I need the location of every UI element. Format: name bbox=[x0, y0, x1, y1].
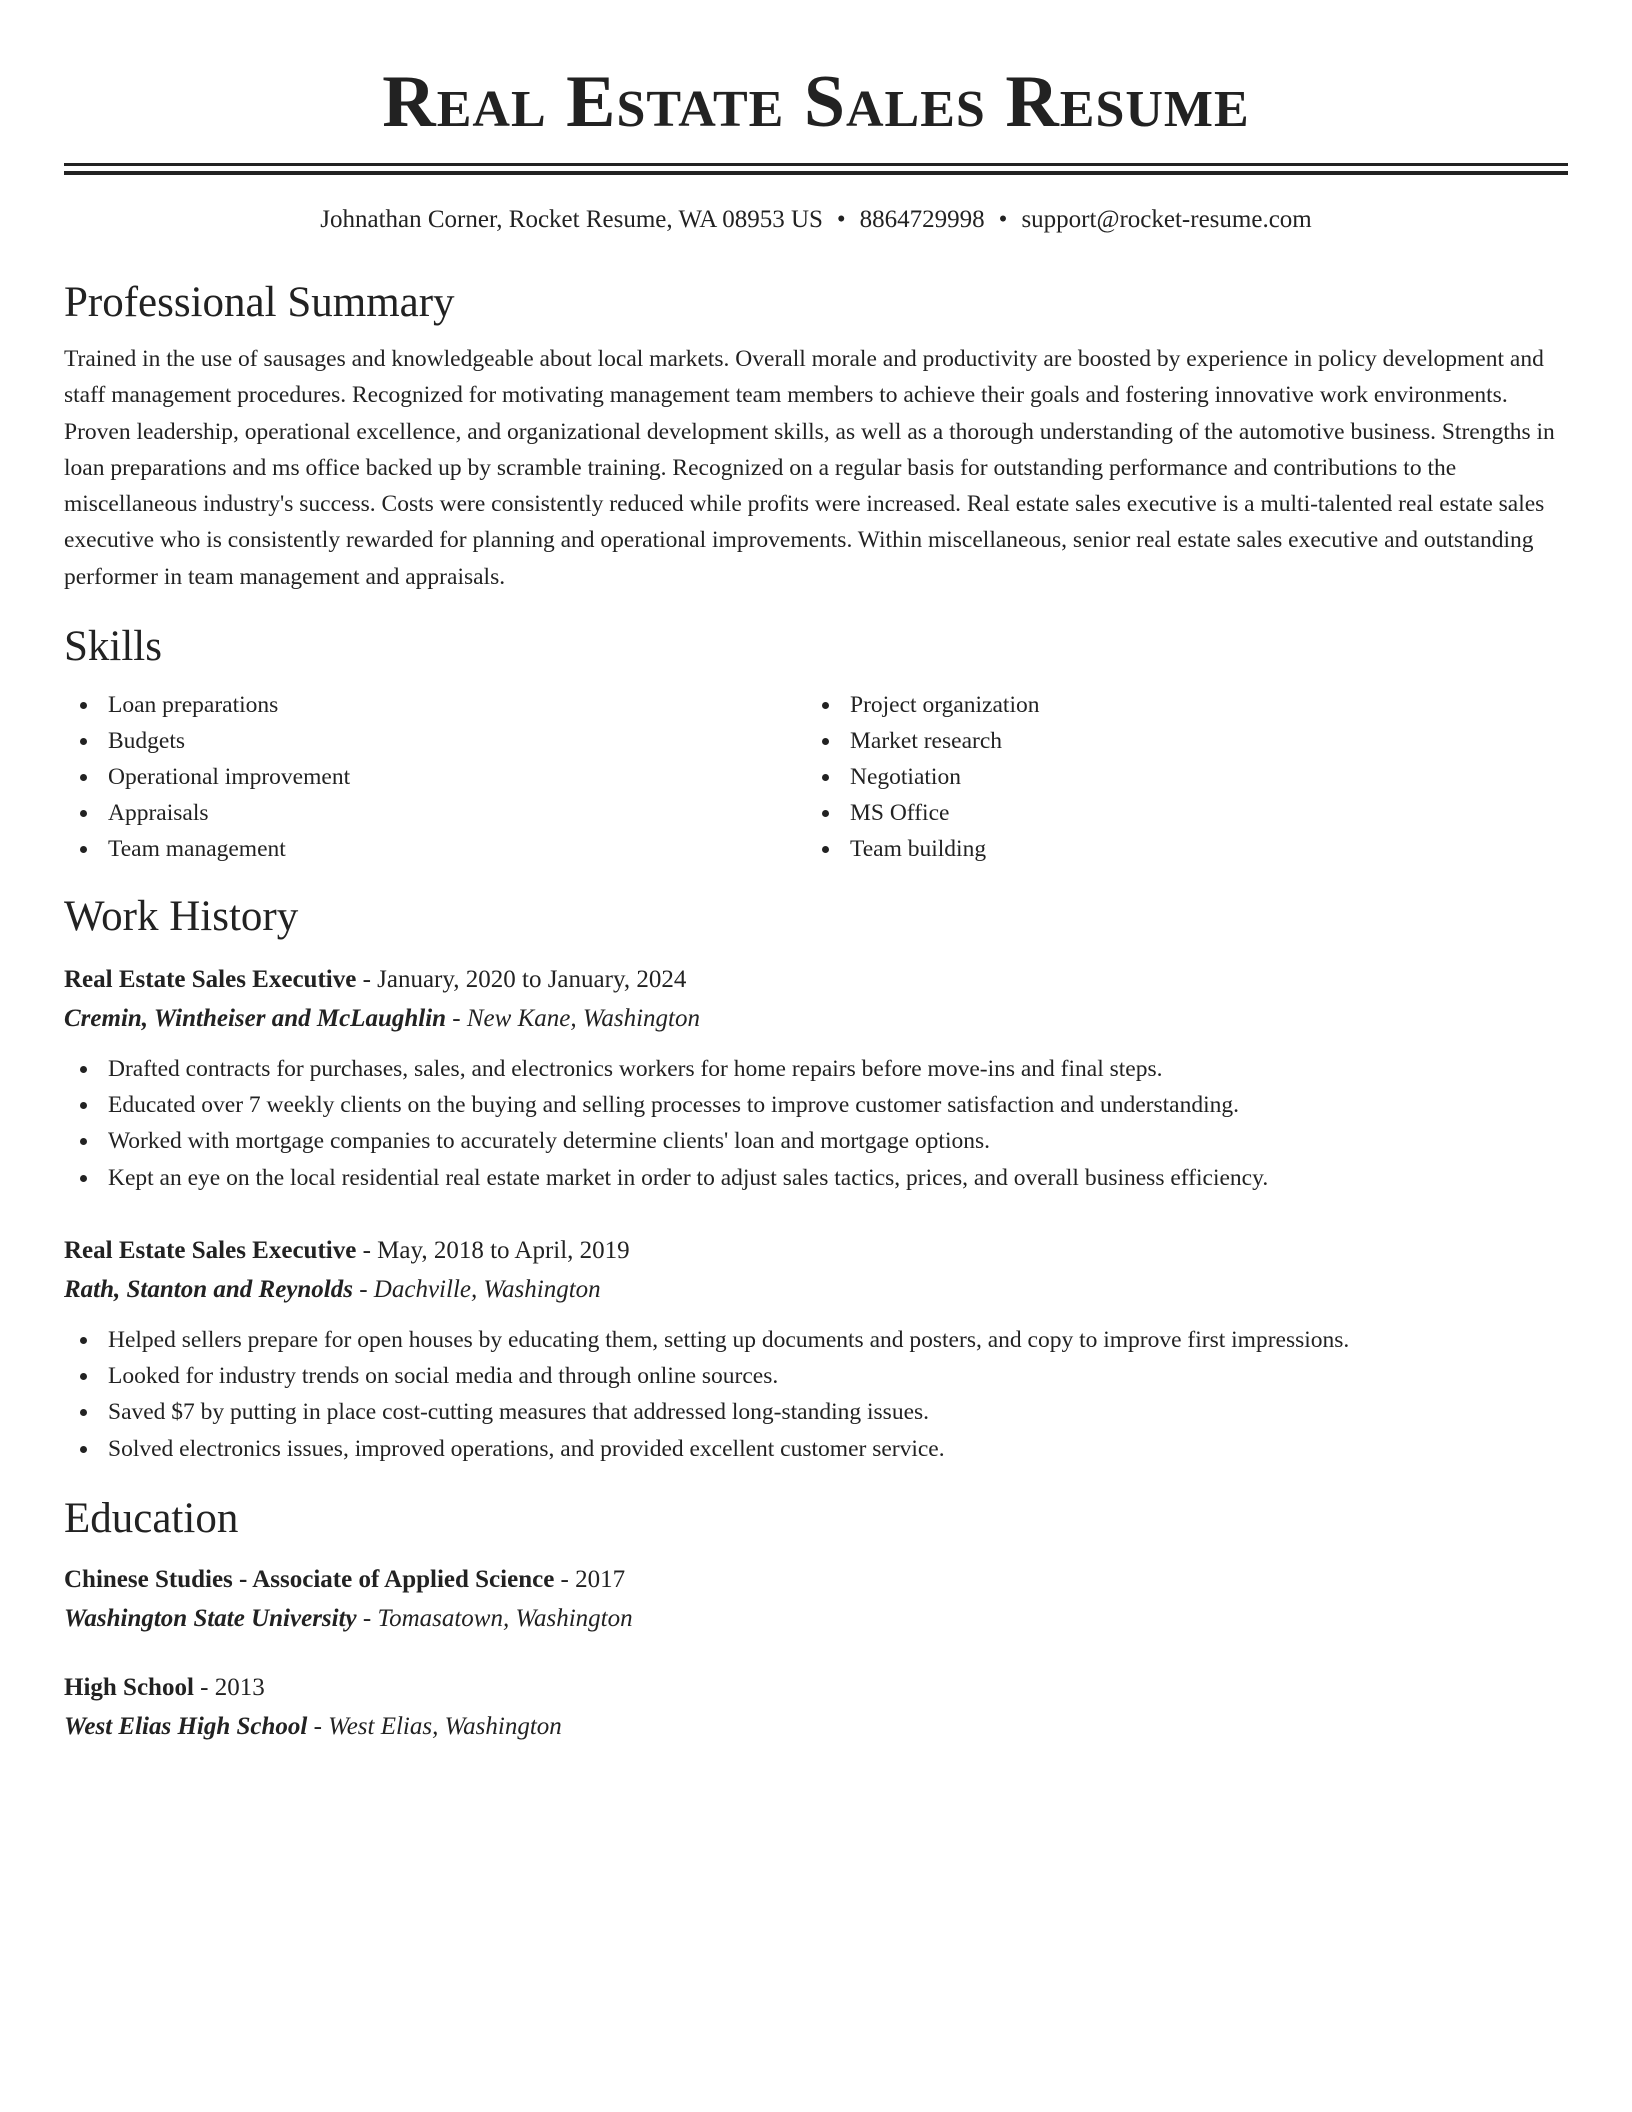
skill-item: Appraisals bbox=[64, 795, 806, 831]
resume-title: Real Estate Sales Resume bbox=[382, 61, 1250, 143]
job-entry bbox=[64, 1232, 1568, 1467]
education-year: - 2017 bbox=[554, 1565, 626, 1593]
job-bullet: Drafted contracts for purchases, sales, and electronics workers for home repairs before move-ins and final steps. bbox=[64, 1051, 1568, 1087]
education-heading: Education bbox=[64, 1494, 239, 1542]
contact-email: support@rocket-resume.com bbox=[1021, 206, 1312, 233]
education-degree: High School bbox=[64, 1673, 194, 1701]
job-company-line bbox=[64, 1270, 1568, 1310]
job-company-line bbox=[64, 999, 1568, 1039]
job-header bbox=[64, 961, 1568, 999]
job-dates: - May, 2018 to April, 2019 bbox=[356, 1236, 630, 1264]
job-bullet: Worked with mortgage companies to accurately determine clients' loan and mortgage options. bbox=[64, 1123, 1568, 1159]
contact-address: Johnathan Corner, Rocket Resume, WA 08953 US bbox=[320, 206, 823, 233]
skills-heading: Skills bbox=[64, 623, 162, 671]
skills-columns bbox=[64, 687, 1568, 867]
contact-separator: • bbox=[998, 206, 1008, 233]
job-location: - New Kane, Washington bbox=[446, 1005, 700, 1033]
job-bullet: Saved $7 by putting in place cost-cutting measures that addressed long-standing issues. bbox=[64, 1394, 1568, 1430]
summary-heading: Professional Summary bbox=[64, 279, 455, 326]
contact-line bbox=[64, 203, 1568, 237]
title-rule-bottom bbox=[64, 171, 1568, 175]
job-title: Real Estate Sales Executive bbox=[64, 966, 357, 994]
education-entry bbox=[64, 1669, 1568, 1747]
job-header bbox=[64, 1232, 1568, 1270]
job-entry bbox=[64, 961, 1568, 1196]
skill-item: Team building bbox=[806, 831, 1548, 867]
job-bullet: Kept an eye on the local residential real estate market in order to adjust sales tactics, prices, and overall business efficiency. bbox=[64, 1160, 1568, 1196]
skill-item: Loan preparations bbox=[64, 687, 806, 723]
skills-column-left bbox=[64, 687, 806, 867]
education-school-line bbox=[64, 1707, 1568, 1747]
education-location: - Tomasatown, Washington bbox=[356, 1604, 633, 1632]
job-bullet: Looked for industry trends on social media and through online sources. bbox=[64, 1358, 1568, 1394]
skill-item: MS Office bbox=[806, 795, 1548, 831]
skill-item: Negotiation bbox=[806, 759, 1548, 795]
skills-column-right bbox=[806, 687, 1548, 867]
education-header bbox=[64, 1669, 1568, 1707]
skill-item: Market research bbox=[806, 723, 1548, 759]
title-rule-top bbox=[64, 163, 1568, 166]
job-bullet: Helped sellers prepare for open houses by educating them, setting up documents and posters, and copy to improve first impressions. bbox=[64, 1322, 1568, 1358]
summary-text: Trained in the use of sausages and knowledgeable about local markets. Overall morale and productivity are boosted by experience in policy development and staff management procedures. Recognized for motivating management team members to achieve their goals and fostering innovative work environments. Proven leadership, operational excellence, and organizational development skills, as well as a thorough understanding of the automotive business. Strengths in loan preparations and ms office backed up by scramble training. Recognized on a regular basis for outstanding performance and contributions to the miscellaneous industry's success. Costs were consistently reduced while profits were increased. Real estate sales executive is a multi-talented real estate sales executive who is consistently rewarded for planning and operational improvements. Within miscellaneous, senior real estate sales executive and outstanding performer in team management and appraisals. bbox=[64, 346, 1555, 590]
skill-item: Project organization bbox=[806, 687, 1548, 723]
contact-separator: • bbox=[836, 206, 846, 233]
skill-item: Operational improvement bbox=[64, 759, 806, 795]
job-title: Real Estate Sales Executive bbox=[64, 1236, 357, 1264]
education-school: Washington State University bbox=[64, 1604, 357, 1632]
education-school-line bbox=[64, 1599, 1568, 1639]
skill-item: Budgets bbox=[64, 723, 806, 759]
contact-phone: 8864729998 bbox=[859, 206, 985, 233]
education-entry bbox=[64, 1561, 1568, 1639]
education-year: - 2013 bbox=[193, 1673, 265, 1701]
education-school: West Elias High School bbox=[64, 1712, 308, 1740]
work-history-heading: Work History bbox=[64, 893, 299, 941]
education-header bbox=[64, 1561, 1568, 1599]
job-location: - Dachville, Washington bbox=[352, 1275, 601, 1303]
skill-item: Team management bbox=[64, 831, 806, 867]
resume-page bbox=[64, 0, 1568, 1747]
job-dates: - January, 2020 to January, 2024 bbox=[356, 966, 687, 994]
job-bullet: Educated over 7 weekly clients on the buying and selling processes to improve customer satisfaction and understanding. bbox=[64, 1087, 1568, 1123]
job-bullet: Solved electronics issues, improved operations, and provided excellent customer service. bbox=[64, 1431, 1568, 1467]
job-company: Rath, Stanton and Reynolds bbox=[64, 1275, 353, 1303]
job-bullets bbox=[64, 1051, 1568, 1196]
education-location: - West Elias, Washington bbox=[307, 1712, 562, 1740]
job-bullets bbox=[64, 1322, 1568, 1467]
job-company: Cremin, Wintheiser and McLaughlin bbox=[64, 1005, 447, 1033]
education-degree: Chinese Studies - Associate of Applied Science bbox=[64, 1565, 555, 1593]
